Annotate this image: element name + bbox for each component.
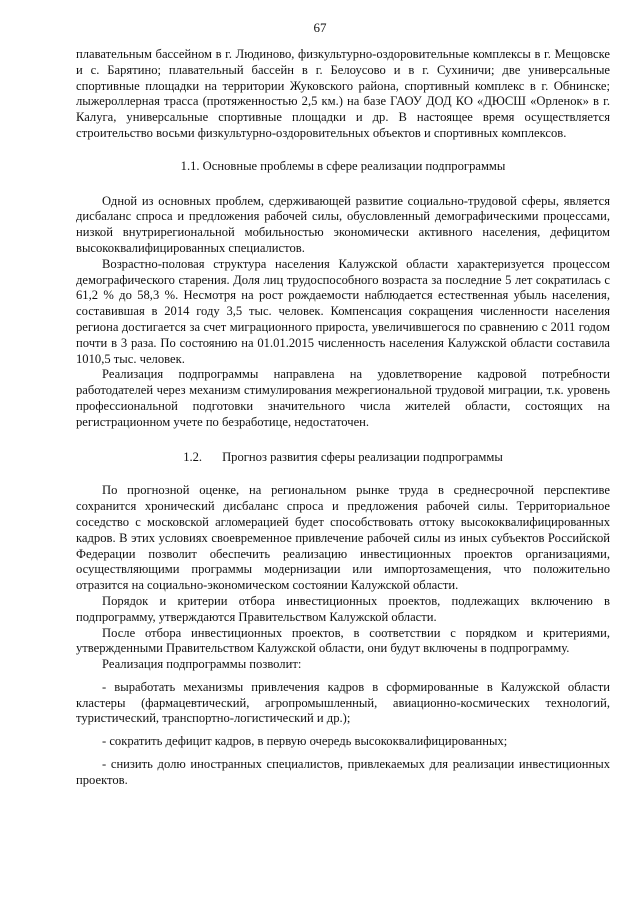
section-heading-1-2-number: 1.2.	[183, 449, 203, 464]
section-2-paragraph-1: По прогнозной оценке, на региональном рынке труда в среднесрочной перспективе сохранится хронический дисбаланс спроса и предложения рабочей силы. Территориальное соседство с московской агломерацией будет способствовать оттоку высококвалифицированных кадров. В этих условиях своевременное привлечение рабочей силы из иных субъектов Российской Федерации позволит обеспечить реализацию инвестиционных проектов организациями, осуществляющими программы модернизации или импортозамещения, что положительно отразится на социально-экономическом состоянии Калужской области.	[76, 483, 610, 593]
intro-paragraph: плавательным бассейном в г. Людиново, физкультурно-оздоровительные комплексы в г. Мещовске и с. Барятино; плавательный бассейн в г. Белоусово и в г. Сухиничи; две универсальные спортивные площадки на территории Жуковского района, спортивный комплекс в г. Обнинске; лыжероллерная трасса (протяженностью 2,5 км.) на базе ГАОУ ДОД КО «ДЮСШ «Орленок» в г. Калуга, универсальные спортивные площадки и др. В настоящее время осуществляется строительство восьми физкультурно-оздоровительных объектов и спортивных комплексов.	[76, 47, 610, 140]
section-2-paragraph-3: После отбора инвестиционных проектов, в соответствии с порядком и критериями, утвержденными Правительством Калужской области, они будут включены в подпрограмму.	[76, 625, 610, 656]
list-item: - выработать механизмы привлечения кадров в сформированные в Калужской области кластеры (фармацевтический, агропромышленный, авиационно-космических технологий, туристический, транспортно-логистический и др.);	[76, 679, 610, 726]
section-2-paragraph-4: Реализация подпрограммы позволит:	[102, 657, 302, 672]
document-body	[76, 47, 610, 789]
section-heading-1-2	[76, 450, 610, 466]
section-1-paragraph-2: Возрастно-половая структура населения Калужской области характеризуется процессом демографического старения. Доля лиц трудоспособного возраста за последние 5 лет сократилась с 61,2 % до 58,3 %. Несмотря на рост рождаемости наблюдается естественная убыль населения, составившая в 2014 году 3,5 тыс. человек. Компенсация сокращения численности населения региона достигается за счет миграционного прироста, увеличившегося по сравнению с 2011 годом почти в 3 раза. По состоянию на 01.01.2015 численность населения Калужской области составила 1010,5 тыс. человек.	[76, 256, 610, 366]
section-1-paragraph-3: Реализация подпрограммы направлена на удовлетворение кадровой потребности работодателей через механизм стимулирования межрегиональной трудовой миграции, т.к. уровень профессиональной подготовки значительного числа жителей области, состоящих на регистрационном учете по безработице, недостаточен.	[76, 367, 610, 429]
list-item: - снизить долю иностранных специалистов, привлекаемых для реализации инвестиционных проектов.	[76, 757, 610, 787]
section-heading-1-1: 1.1. Основные проблемы в сфере реализации подпрограммы	[180, 158, 506, 173]
list-item: - сократить дефицит кадров, в первую очередь высококвалифицированных;	[102, 734, 508, 749]
page-number: 67	[313, 20, 327, 35]
section-heading-1-2-text: Прогноз развития сферы реализации подпрограммы	[222, 449, 503, 464]
section-1-paragraph-1: Одной из основных проблем, сдерживающей развитие социально-трудовой сферы, является дисбаланс спроса и предложения рабочей силы, обусловленный демографическими процессами, низкой внутрирегиональной мобильностью экономически активного населения, дефицитом высококвалифицированных специалистов.	[76, 193, 610, 255]
section-2-paragraph-2: Порядок и критерии отбора инвестиционных проектов, подлежащих включению в подпрограмму, утверждаются Правительством Калужской области.	[76, 593, 610, 624]
